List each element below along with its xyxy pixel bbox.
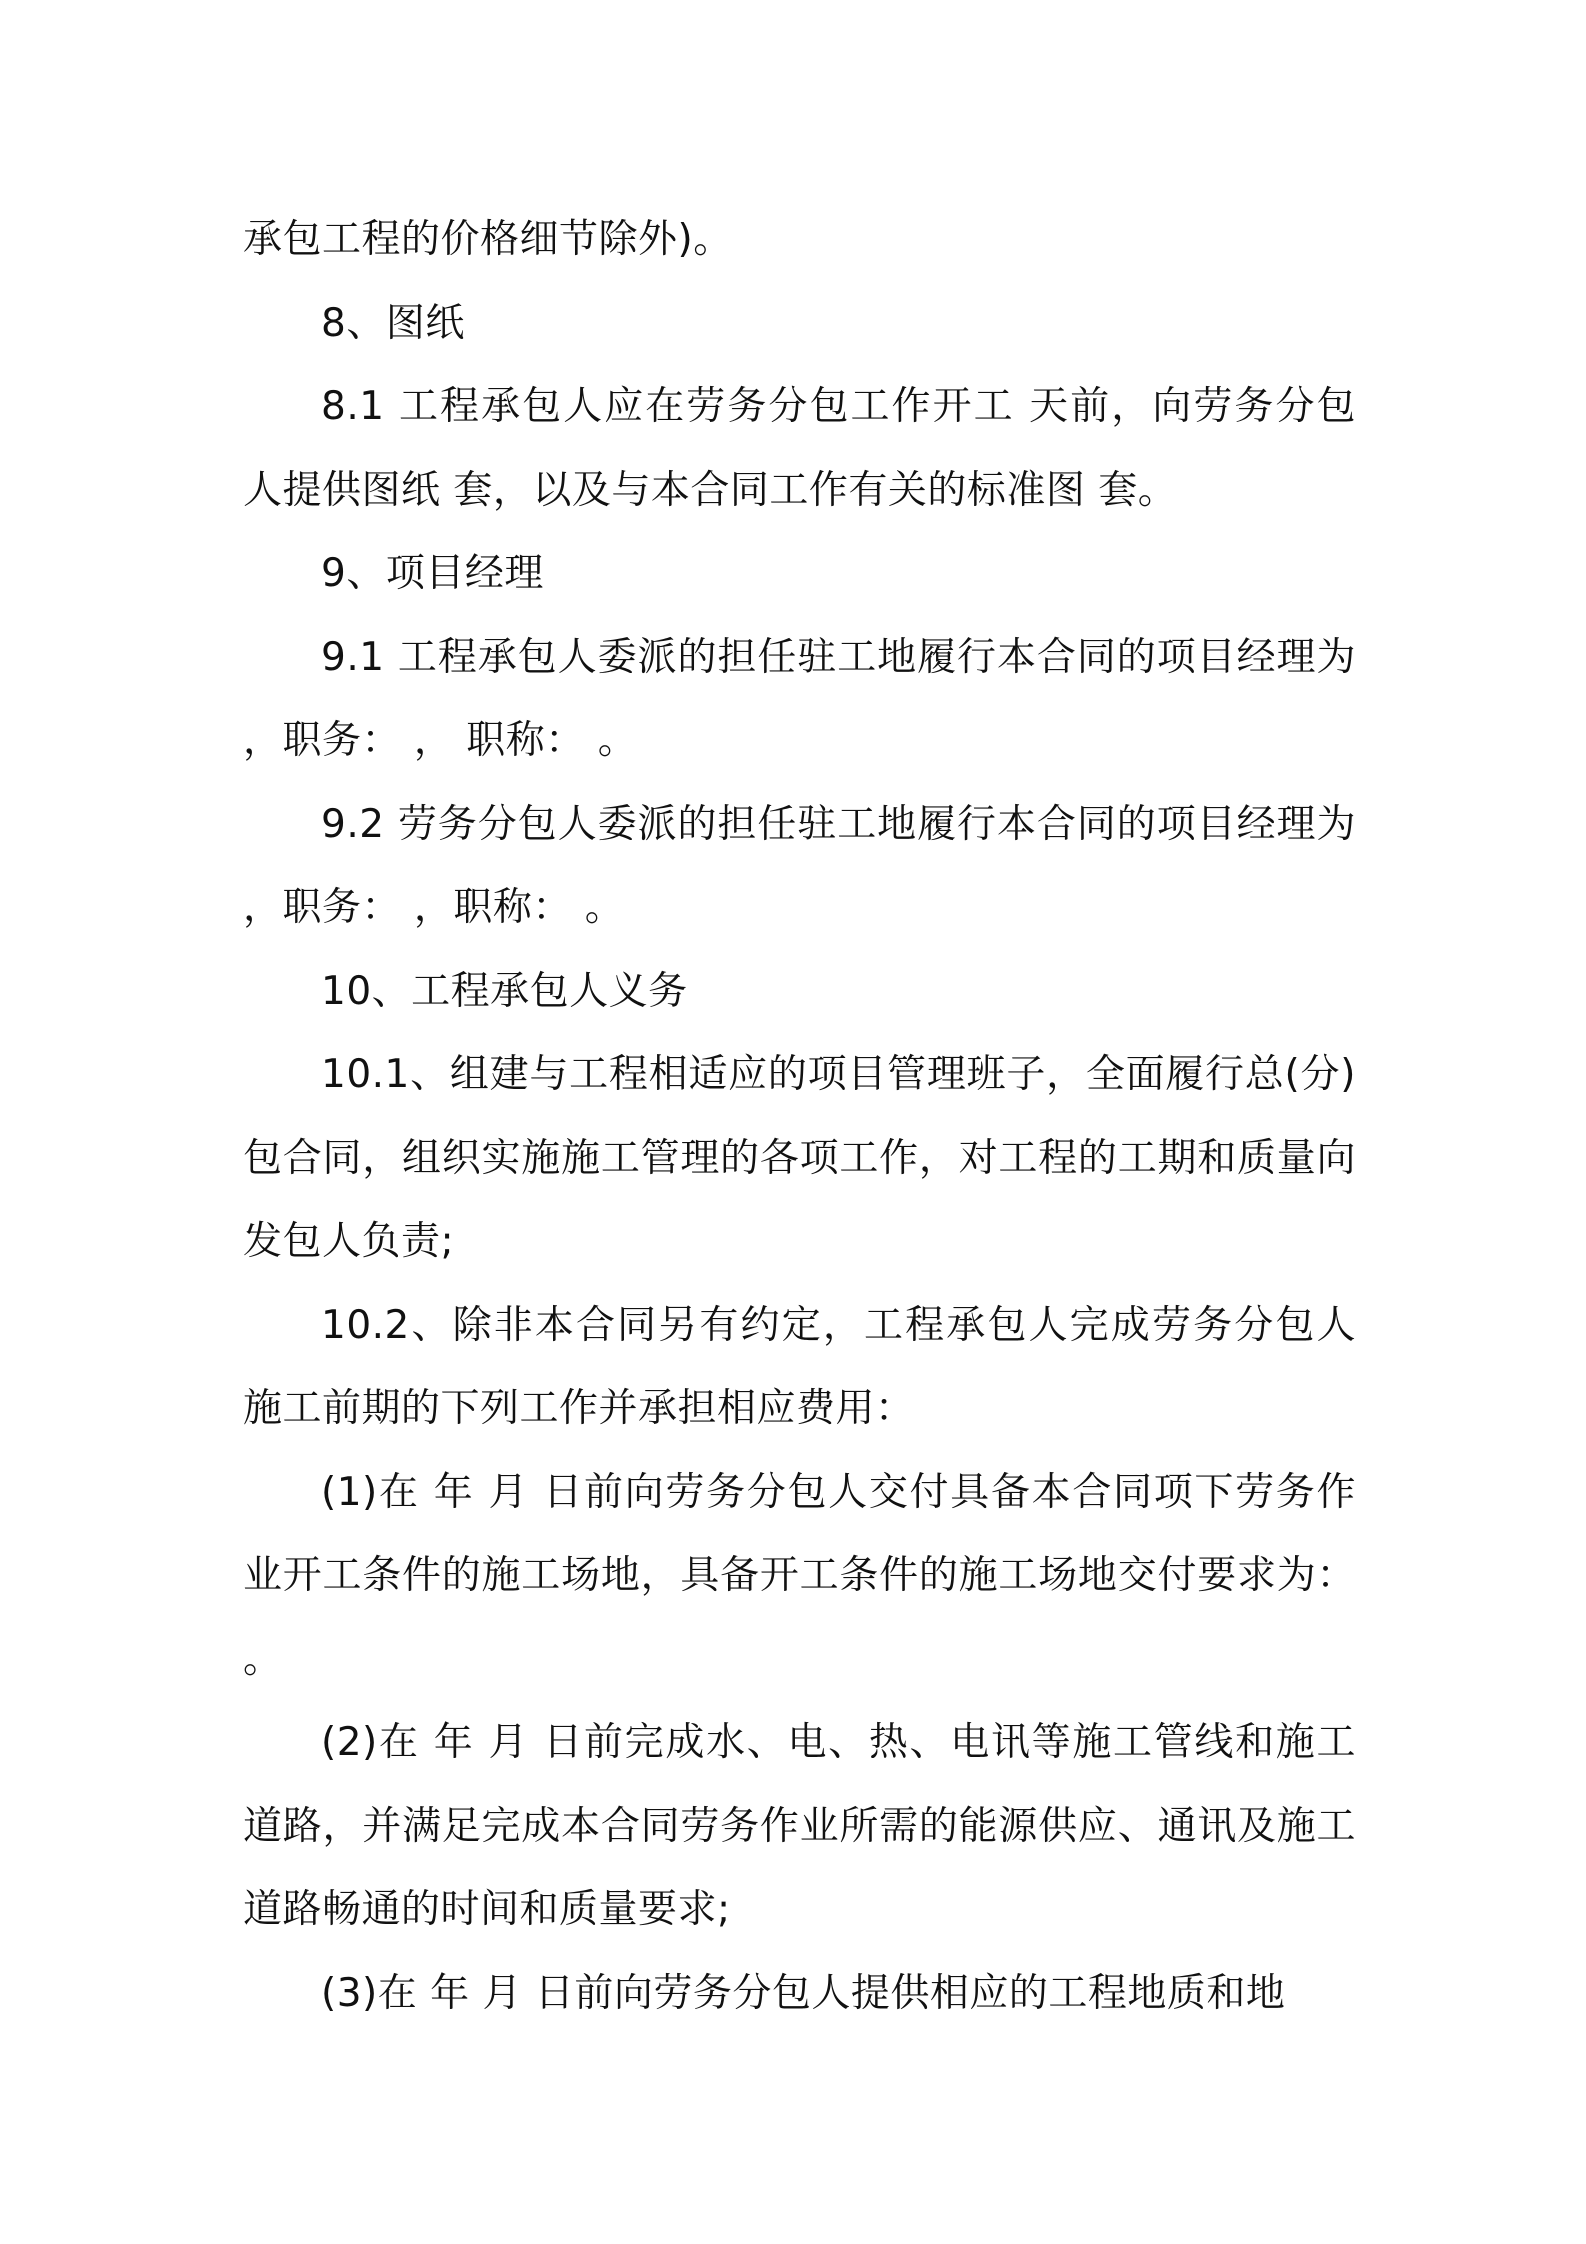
clause-10-2: 10.2、除非本合同另有约定，工程承包人完成劳务分包人施工前期的下列工作并承担相应费用： — [243, 1302, 1356, 1431]
paragraph-price-detail: 承包工程的价格细节除外)。 — [243, 217, 733, 262]
heading-contractor-obligations: 10、工程承包人义务 — [321, 968, 688, 1014]
heading-project-manager: 9、项目经理 — [321, 551, 544, 596]
clause-9-1: 9.1 工程承包人委派的担任驻工地履行本合同的项目经理为 ，职务： ， 职称： 。 — [243, 634, 1356, 763]
clause-10-1: 10.1、组建与工程相适应的项目管理班子，全面履行总(分)包合同，组织实施施工管理的各项工作，对工程的工期和质量向发包人负责; — [243, 1052, 1356, 1264]
item-1: (1)在 年 月 日前向劳务分包人交付具备本合同项下劳务作业开工条件的施工场地，具备开工条件的施工场地交付要求为： 。 — [243, 1469, 1356, 1682]
document-body — [243, 198, 1356, 2035]
item-2: (2)在 年 月 日前完成水、电、热、电讯等施工管线和施工道路，并满足完成本合同劳务作业所需的能源供应、通讯及施工道路畅通的时间和质量要求; — [243, 1720, 1356, 1932]
item-3: (3)在 年 月 日前向劳务分包人提供相应的工程地质和地 — [321, 1970, 1286, 2016]
heading-drawings: 8、图纸 — [321, 300, 465, 346]
clause-9-2: 9.2 劳务分包人委派的担任驻工地履行本合同的项目经理为 ，职务： ，职称： 。 — [243, 801, 1356, 930]
clause-8-1: 8.1 工程承包人应在劳务分包工作开工 天前，向劳务分包人提供图纸 套，以及与本合同工作有关的标准图 套。 — [243, 384, 1356, 513]
